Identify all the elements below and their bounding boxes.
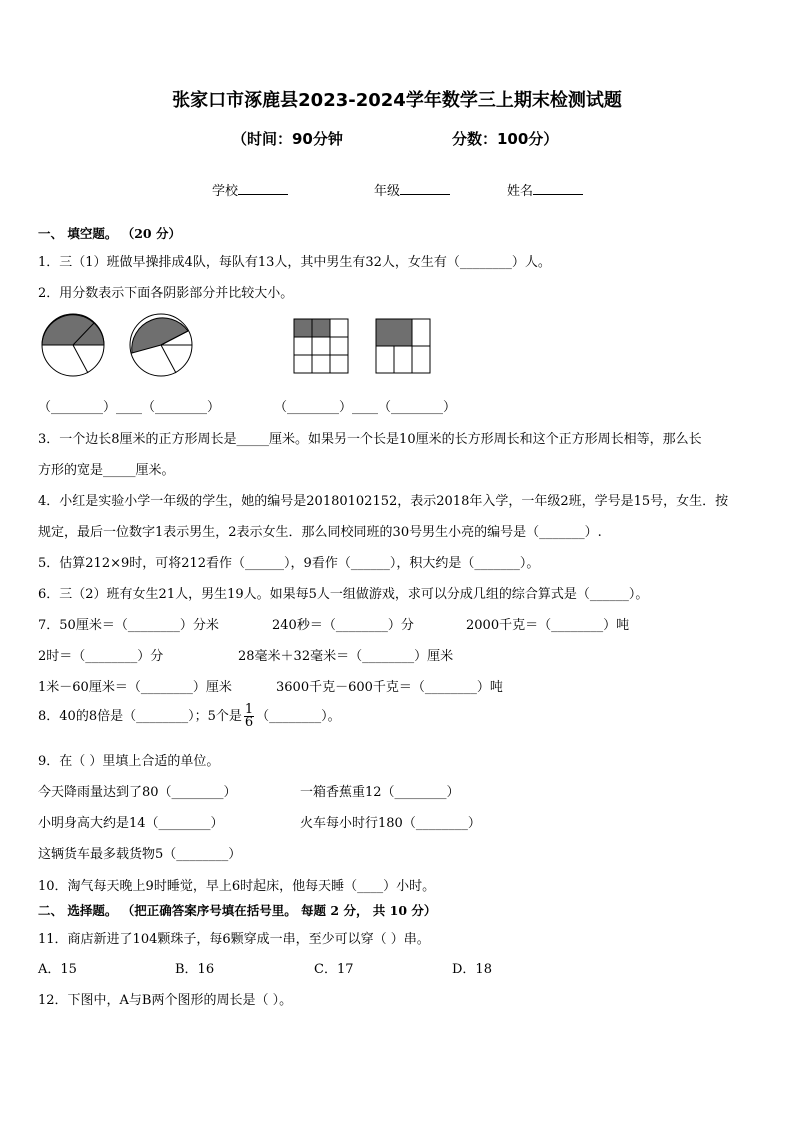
question-7b: 240秒＝（________）分: [272, 618, 414, 633]
q11-option-b[interactable]: B．16: [175, 962, 215, 977]
question-11-stem: 11．商店新进了104颗珠子，每6颗穿成一串，至少可以穿（ ）串。: [38, 932, 430, 947]
question-4-line-2: 规定，最后一位数字1表示男生，2表示女生．那么同校同班的30号男生小亮的编号是（_______）.: [38, 525, 602, 540]
grade-blank[interactable]: [400, 182, 450, 195]
school-blank[interactable]: [238, 182, 288, 195]
question-7c: 2000千克＝（________）吨: [466, 618, 630, 633]
question-6: 6．三（2）班有女生21人，男生19人。如果每5人一组做游戏，求可以分成几组的综合算式是（______）。: [38, 587, 649, 602]
grid-figure-1: [293, 318, 351, 374]
fraction-numerator: 1: [244, 702, 254, 717]
question-9-stem: 9．在（ ）里填上合适的单位。: [38, 754, 220, 769]
section-2-title: 二、 选择题。 （把正确答案序号填在括号里。 每题 2 分， 共 10 分）: [38, 903, 437, 918]
school-field[interactable]: [212, 180, 288, 199]
exam-time: （时间：90分钟: [232, 130, 343, 148]
question-2: 2．用分数表示下面各阴影部分并比较大小。: [38, 286, 294, 301]
grid-figure-2: [375, 318, 433, 374]
question-7a: 7．50厘米＝（________）分米: [38, 618, 219, 633]
question-9a: 今天降雨量达到了80（________）: [38, 785, 237, 800]
question-7g: 3600千克－600千克＝（________）吨: [276, 680, 503, 695]
question-7f: 1米－60厘米＝（________）厘米: [38, 680, 232, 695]
name-field[interactable]: [507, 180, 583, 199]
pie-figure-2: [128, 311, 196, 379]
question-8-part-a: 8．40的8倍是（________）；5个是: [38, 709, 242, 724]
question-9e: 这辆货车最多载货物5（________）: [38, 847, 242, 862]
grade-label: 年级: [374, 184, 401, 199]
question-9c: 小明身高大约是14（________）: [38, 816, 224, 831]
grade-field[interactable]: [374, 180, 450, 199]
question-12: 12．下图中，A与B两个图形的周长是（ ）。: [38, 993, 293, 1008]
question-9b: 一箱香蕉重12（________）: [300, 785, 460, 800]
q11-option-d[interactable]: D．18: [452, 962, 492, 977]
fraction-one-sixth: [244, 704, 254, 729]
q11-option-a[interactable]: A．15: [38, 962, 77, 977]
pie-figure-1: [40, 311, 108, 379]
question-9d: 火车每小时行180（________）: [300, 816, 481, 831]
name-label: 姓名: [507, 184, 534, 199]
question-8-part-b: （________）。: [256, 709, 341, 724]
question-8: [38, 704, 341, 729]
q11-option-c[interactable]: C．17: [314, 962, 354, 977]
exam-score: 分数：100分）: [452, 130, 559, 148]
question-1: 1．三（1）班做早操排成4队，每队有13人，其中男生有32人，女生有（________）人。: [38, 255, 551, 270]
q2-answer-right[interactable]: （________）____（________）: [274, 400, 457, 415]
section-1-title: 一、 填空题。 （20 分）: [38, 226, 181, 241]
fraction-denominator: 6: [244, 715, 254, 730]
question-7d: 2时＝（________）分: [38, 649, 164, 664]
question-5: 5．估算212×9时，可将212看作（______），9看作（______），积大约是（_______）。: [38, 556, 540, 571]
school-label: 学校: [212, 184, 239, 199]
question-3-line-2: 方形的宽是_____厘米。: [38, 463, 175, 478]
name-blank[interactable]: [533, 182, 583, 195]
question-10: 10．淘气每天晚上9时睡觉，早上6时起床，他每天睡（____）小时。: [38, 879, 436, 894]
question-7e: 28毫米＋32毫米＝（________）厘米: [238, 649, 454, 664]
exam-title: 张家口市涿鹿县2023-2024学年数学三上期末检测试题: [172, 90, 622, 111]
q2-answer-left[interactable]: （________）____（________）: [38, 400, 221, 415]
question-3-line-1: 3．一个边长8厘米的正方形周长是_____厘米。如果另一个长是10厘米的长方形周长和这个正方形周长相等，那么长: [38, 432, 702, 447]
question-4-line-1: 4．小红是实验小学一年级的学生，她的编号是20180102152，表示2018年入学，一年级2班，学号是15号，女生．按: [38, 494, 729, 509]
